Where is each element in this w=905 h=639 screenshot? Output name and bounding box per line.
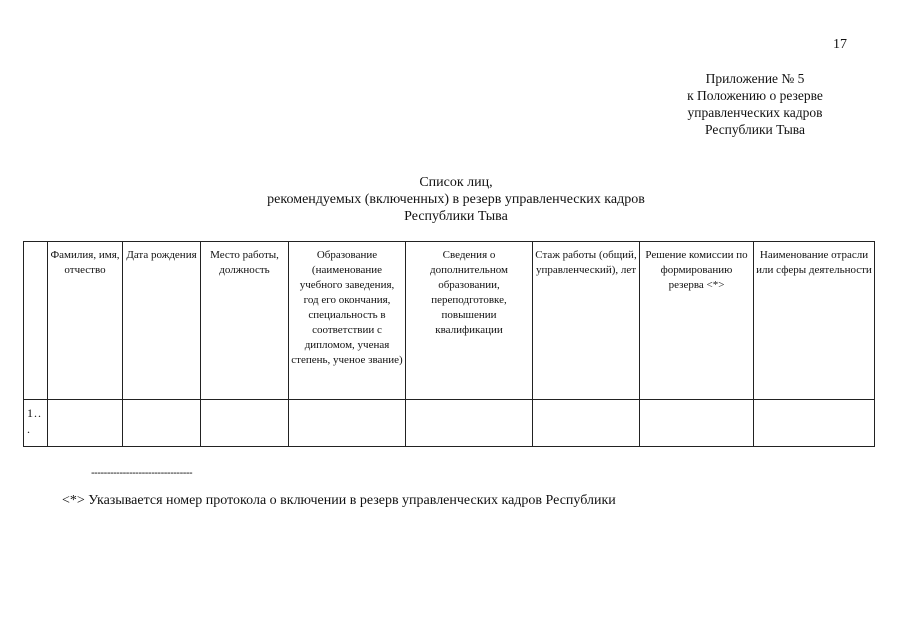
table-cell [754,400,875,447]
table-cell [48,400,123,447]
appendix-block [640,70,870,138]
appendix-line: к Положению о резерве [687,88,823,103]
header-education: Образование (наименование учебного заведения, год его окончания, специальность в соответствии с дипломом, ученая степень, ученое звание) [289,242,406,400]
title-line: Республики Тыва [404,209,508,224]
appendix-line: Приложение № 5 [705,71,805,86]
title-line: рекомендуемых (включенных) в резерв управленческих кадров [267,192,645,207]
row-number: 1.. [27,406,42,420]
title-line: Список лиц, [419,175,493,190]
header-additional-education: Сведения о дополнительном образовании, переподготовке, повышении квалификации [406,242,533,400]
reserve-table [23,241,875,447]
header-number [24,242,48,400]
header-full-name: Фамилия, имя, отчество [48,242,123,400]
header-commission-decision: Решение комиссии по формированию резерва <*> [640,242,754,400]
table-cell [640,400,754,447]
header-industry: Наименование отрасли или сферы деятельности [754,242,875,400]
table-cell [289,400,406,447]
header-work-experience: Стаж работы (общий, управленческий), лет [533,242,640,400]
appendix-line: управленческих кадров [687,105,823,120]
table-row [24,400,875,447]
table-cell [123,400,201,447]
row-number-dot: . [27,422,31,436]
header-workplace: Место работы, должность [201,242,289,400]
table-header-row [24,242,875,400]
appendix-line: Республики Тыва [705,122,805,137]
footnote: <*> Указывается номер протокола о включении в резерв управленческих кадров Республики [62,493,616,508]
table-cell [201,400,289,447]
row-number-cell [24,400,48,447]
header-birth-date: Дата рождения [123,242,201,400]
page-number: 17 [833,37,847,52]
footnote-separator: -------------------------------- [91,467,193,479]
table-cell [406,400,533,447]
table-cell [533,400,640,447]
document-title [180,174,732,225]
